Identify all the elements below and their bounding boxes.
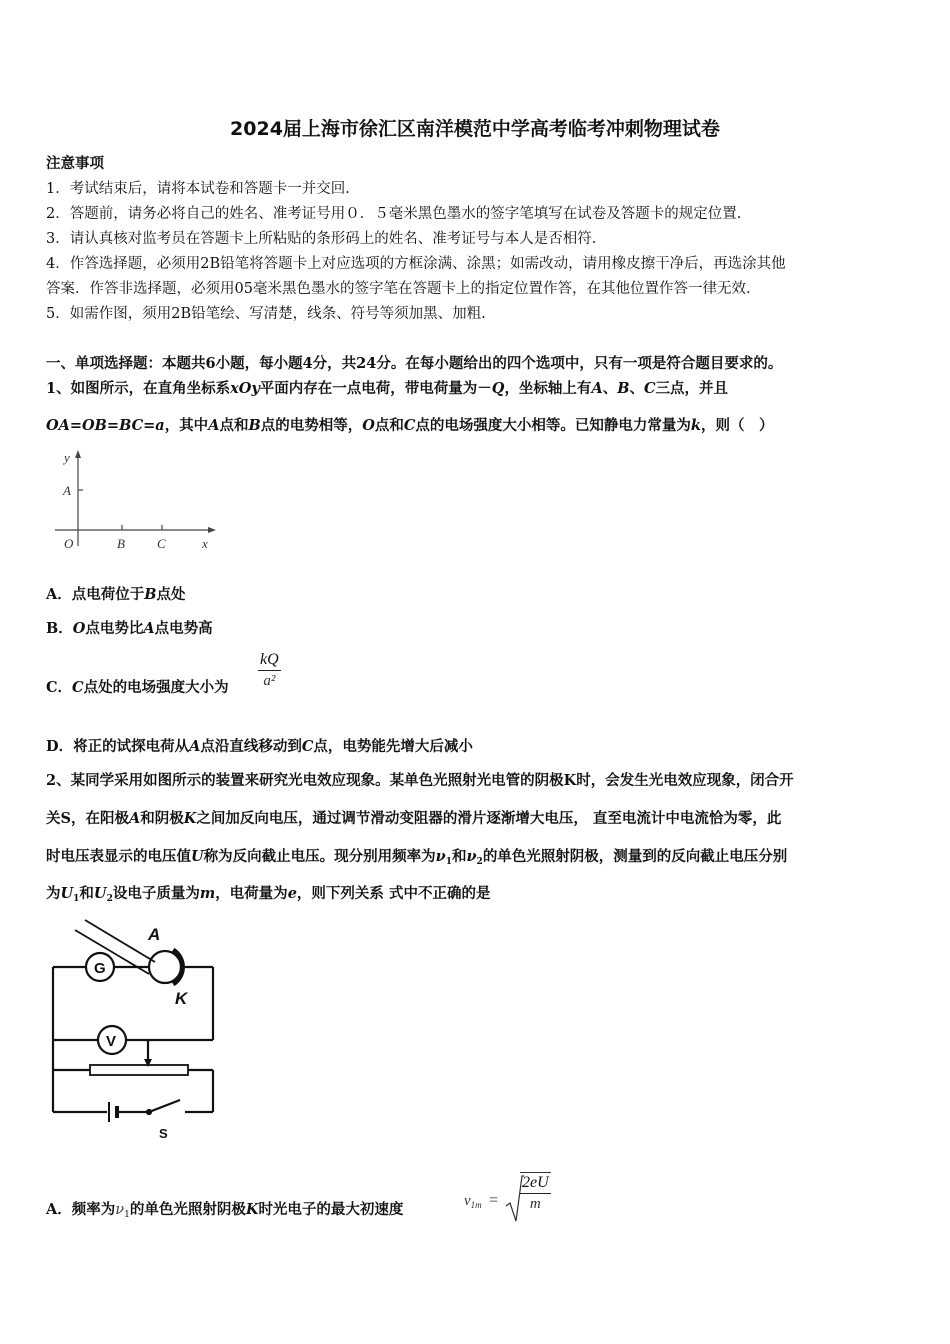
q2-stem-line3: 时电压表显示的电压值U称为反向截止电压。现分别用频率为$\nu_1$和$\nu_2$的单色光照射阴极，测量到的反向截止电压分别 bbox=[46, 848, 788, 867]
q1-option-c-fraction: $\frac{kQ}{\text{a²}}$ bbox=[260, 651, 279, 689]
notice-item-3: 3．请认真核对监考员在答题卡上所粘贴的条形码上的姓名、准考证号与本人是否相符. bbox=[46, 231, 597, 247]
section-heading: 一、单项选择题：本题共6小题，每小题4分，共24分。在每小题给出的四个选项中，只有一项是符合题目要求的。 bbox=[46, 355, 783, 372]
q1-option-a: A．点电荷位于B点处 bbox=[46, 586, 186, 603]
notice-item-4-cont: 答案．作答非选择题，必须用05毫米黑色墨水的签字笔在答题卡上的指定位置作答，在其他位置作答一律无效. bbox=[46, 281, 751, 297]
label-o: O bbox=[64, 536, 74, 551]
q1-stem-line1: 1、如图所示，在直角坐标系xOy平面内存在一点电荷，带电荷量为－Q，坐标轴上有A、B、C三点，并且 bbox=[46, 380, 729, 397]
notice-heading: 注意事项 bbox=[46, 155, 104, 172]
light-ray bbox=[85, 920, 155, 962]
q2-option-a-lhs: $v_{1m}$ = bbox=[464, 1192, 499, 1210]
label-a: A bbox=[63, 483, 71, 498]
q2-stem-line4: 为$U_1$和$U_2$设电子质量为m，电荷量为e，则下列关系 式中不正确的是 bbox=[46, 885, 491, 904]
q1-option-b: B．O点电势比A点电势高 bbox=[46, 620, 213, 637]
notice-item-2: 2．答题前，请务必将自己的姓名、准考证号用０．５毫米黑色墨水的签字笔填写在试卷及答题卡的规定位置. bbox=[46, 206, 742, 222]
label-a: A bbox=[148, 925, 161, 944]
q2-stem-line1: 2、某同学采用如图所示的装置来研究光电效应现象。某单色光照射光电管的阴极K时，会发生光电效应现象，闭合开 bbox=[46, 772, 794, 789]
q2-stem-line2: 关S，在阳极A和阴极K之间加反向电压，通过调节滑动变阻器的滑片逐渐增大电压， 直至电流计中电流恰为零，此 bbox=[46, 810, 782, 827]
label-b: B bbox=[117, 536, 125, 551]
q2-option-a: A．频率为$\nu_1$的单色光照射阴极K时光电子的最大初速度 bbox=[46, 1201, 404, 1220]
label-y: y bbox=[64, 450, 70, 465]
q1-coordinate-figure bbox=[50, 448, 220, 553]
notice-item-1: 1．考试结束后，请将本试卷和答题卡一并交回. bbox=[46, 181, 350, 197]
label-v: V bbox=[106, 1033, 117, 1050]
y-axis-arrow bbox=[75, 450, 81, 458]
label-s: S bbox=[159, 1126, 168, 1141]
label-g: G bbox=[94, 960, 106, 977]
notice-item-4: 4．作答选择题，必须用2B铅笔将答题卡上对应选项的方框涂满、涂黑；如需改动，请用橡皮擦干净后，再选涂其他 bbox=[46, 256, 786, 272]
label-x: x bbox=[202, 536, 208, 551]
notice-item-5: 5．如需作图，须用2B铅笔绘、写清楚，线条、符号等须加黑、加粗. bbox=[46, 306, 486, 322]
q2-option-a-fraction: $\frac{2eU}{m}$ bbox=[522, 1174, 549, 1212]
switch-blade bbox=[149, 1100, 180, 1112]
page-title: 2024届上海市徐汇区南洋模范中学高考临考冲刺物理试卷 bbox=[230, 118, 720, 140]
q2-circuit-figure bbox=[45, 912, 225, 1142]
q1-option-d: D．将正的试探电荷从A点沿直线移动到C点，电势能先增大后减小 bbox=[46, 738, 473, 755]
x-axis-arrow bbox=[208, 527, 216, 533]
label-c: C bbox=[157, 536, 166, 551]
rheostat bbox=[90, 1065, 188, 1075]
q1-option-c: C．C点处的电场强度大小为 bbox=[46, 679, 229, 696]
q1-stem-line2: OA=OB=BC=a，其中A点和B点的电势相等，O点和C点的电场强度大小相等。已知静电力常量为k，则（ ） bbox=[46, 417, 774, 434]
label-k: K bbox=[175, 989, 188, 1008]
